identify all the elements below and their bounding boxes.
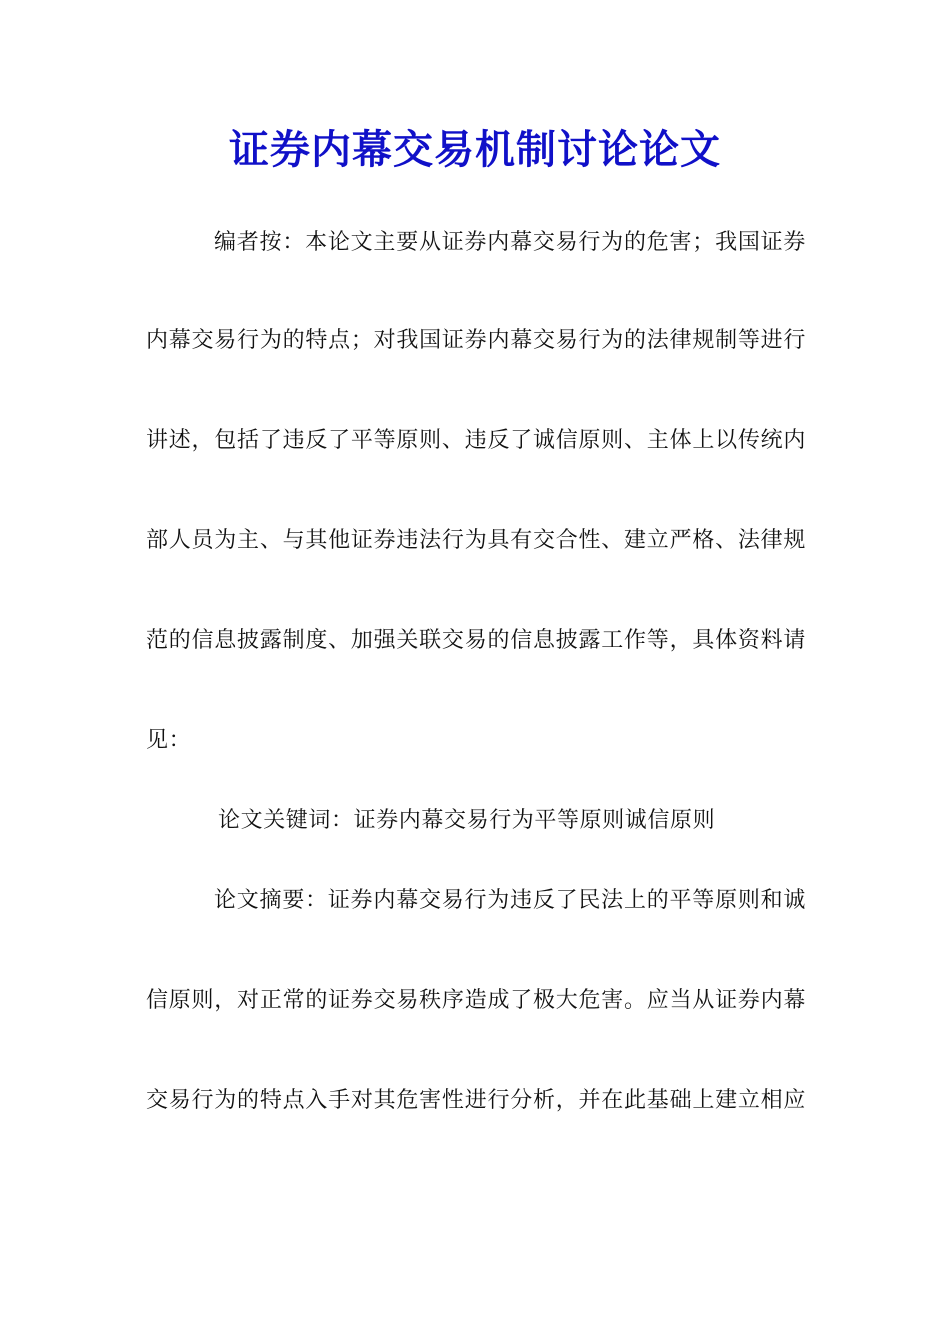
editor-note-line-4: 部人员为主、与其他证券违法行为具有交合性、建立严格、法律规 (146, 528, 806, 553)
editor-note-line-2: 内幕交易行为的特点；对我国证券内幕交易行为的法律规制等进行 (146, 328, 806, 353)
abstract-line-2: 信原则，对正常的证券交易秩序造成了极大危害。应当从证券内幕 (146, 988, 806, 1013)
editor-note-line-3: 讲述，包括了违反了平等原则、违反了诚信原则、主体上以传统内 (146, 428, 806, 453)
abstract-line-1: 论文摘要：证券内幕交易行为违反了民法上的平等原则和诚 (214, 888, 806, 913)
abstract-line-3: 交易行为的特点入手对其危害性进行分析，并在此基础上建立相应 (146, 1088, 806, 1113)
editor-note-line-1: 编者按：本论文主要从证券内幕交易行为的危害；我国证券 (214, 230, 806, 255)
keywords-line: 论文关键词：证券内幕交易行为平等原则诚信原则 (218, 808, 716, 833)
editor-note-line-6: 见： (146, 728, 192, 753)
editor-note-line-5: 范的信息披露制度、加强关联交易的信息披露工作等，具体资料请 (146, 628, 806, 653)
document-title: 证券内幕交易机制讨论论文 (229, 126, 721, 173)
